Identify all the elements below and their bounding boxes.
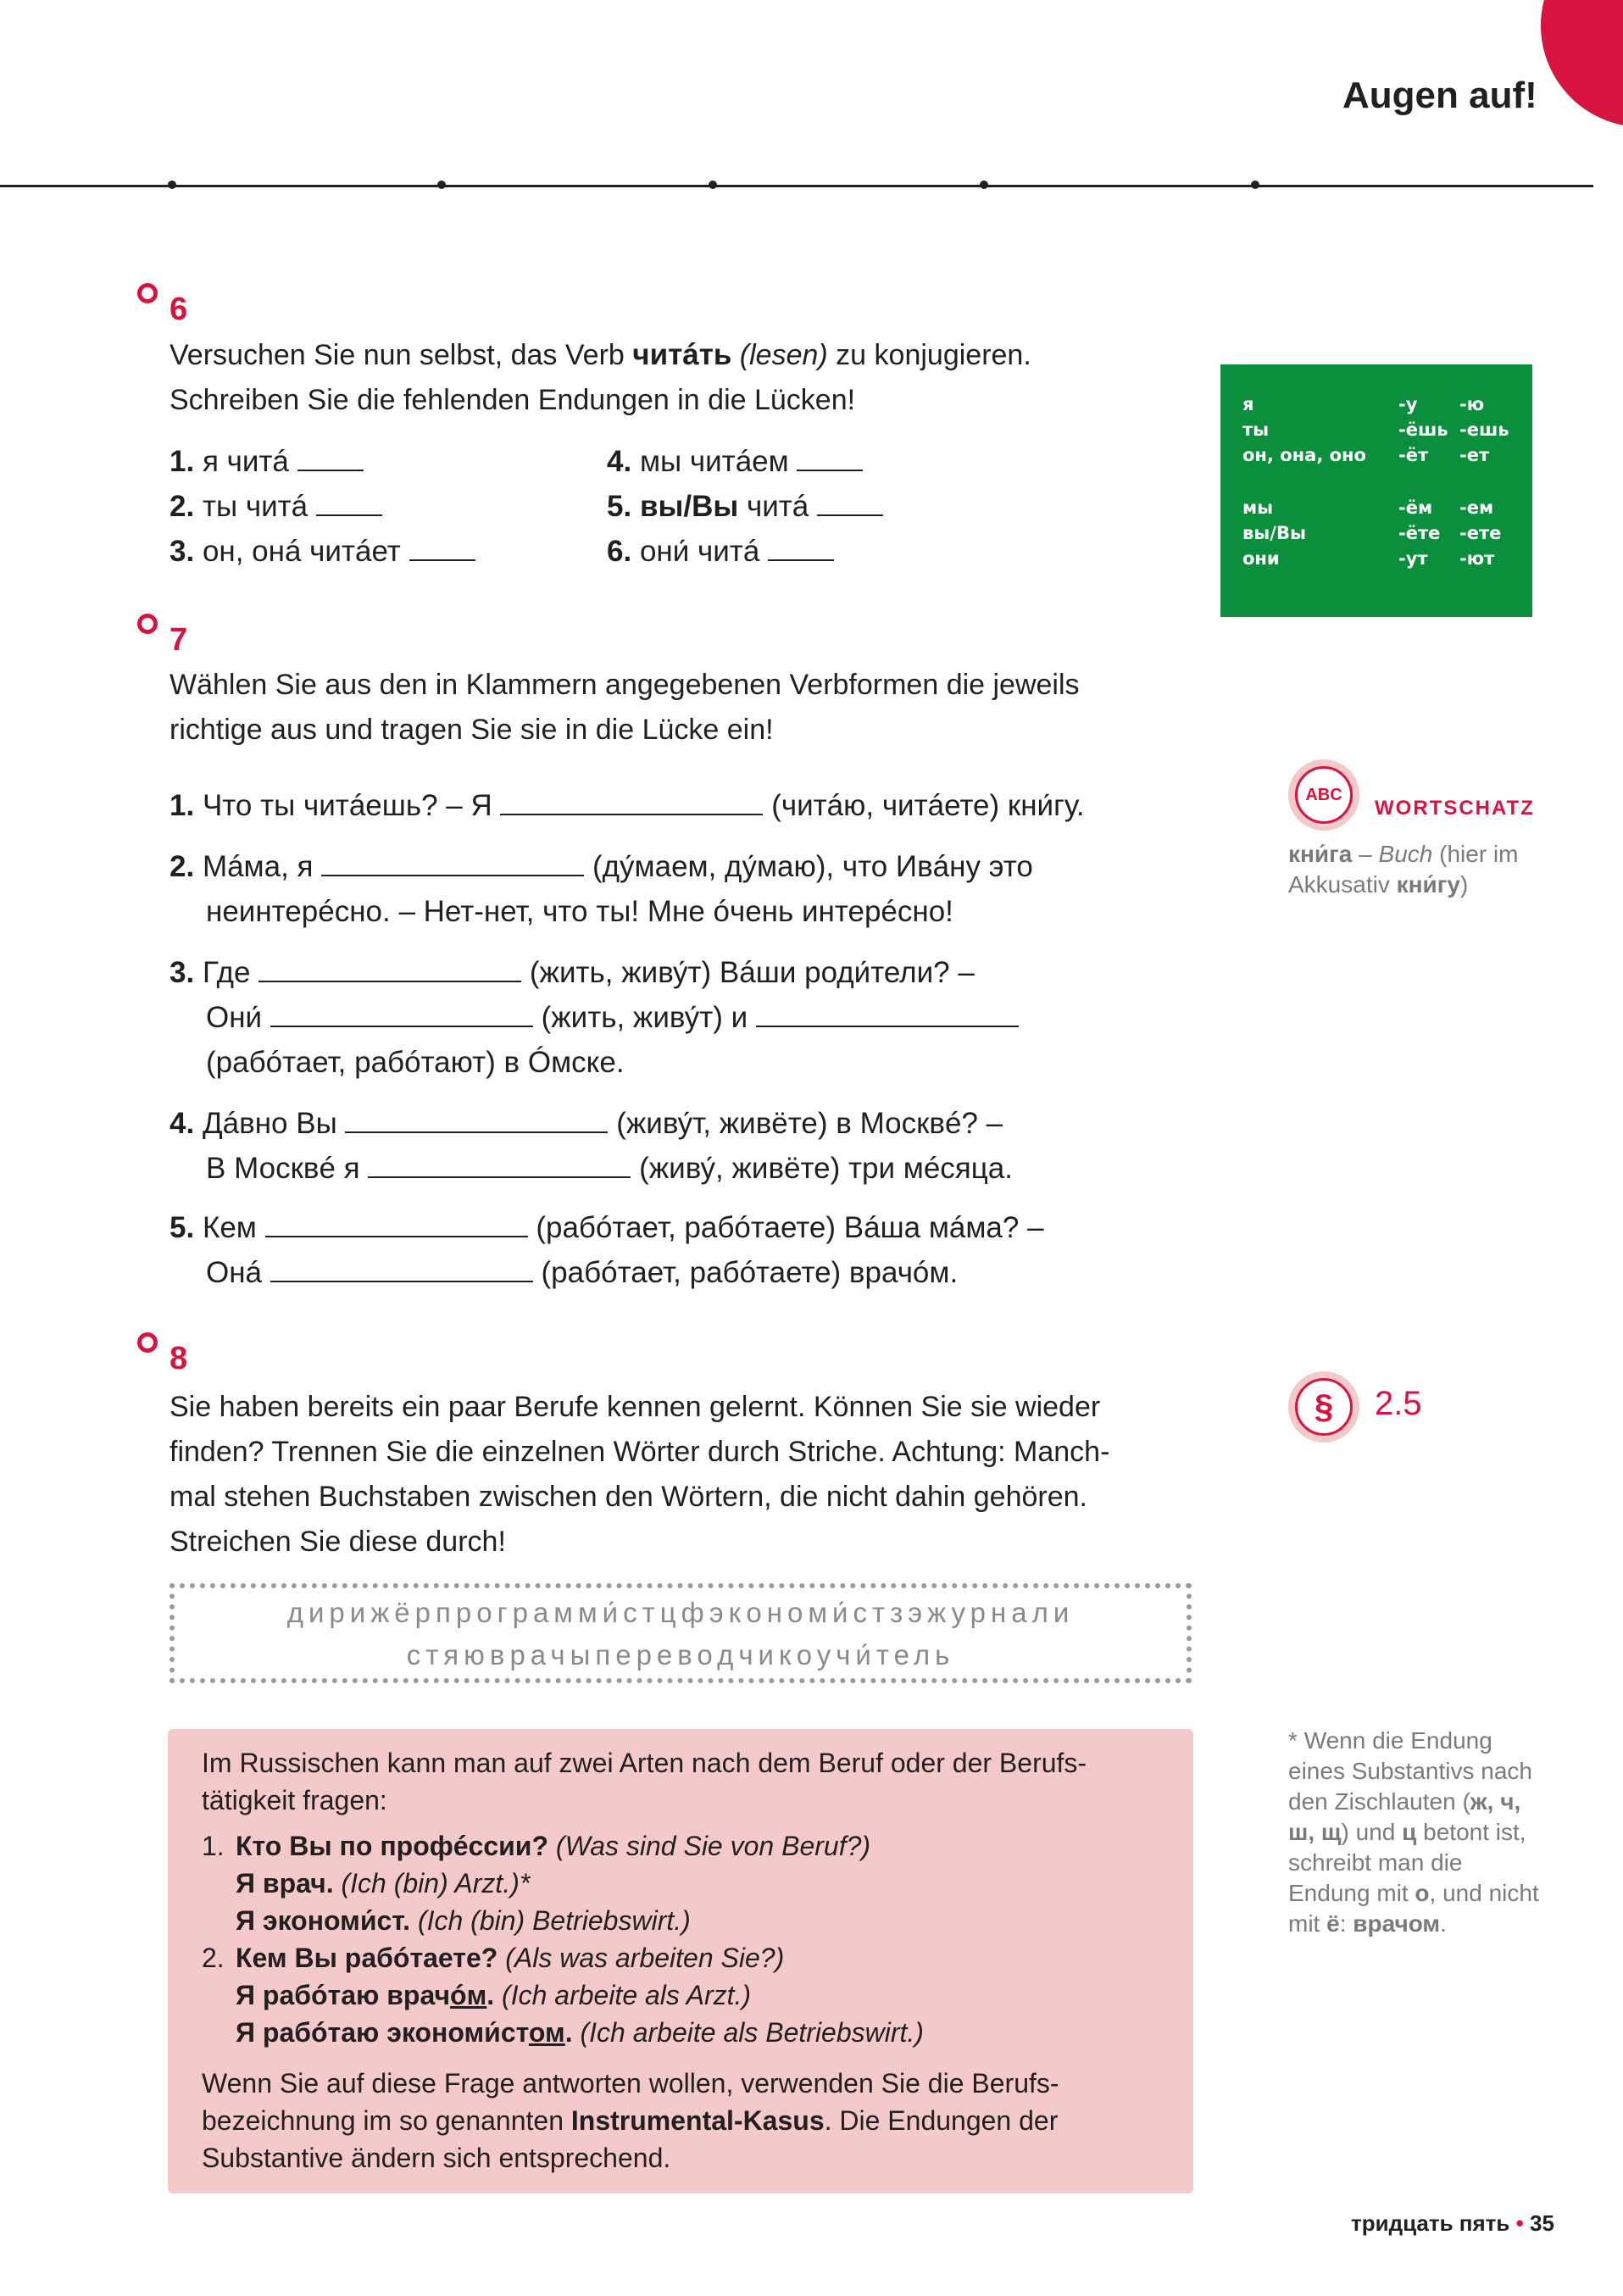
table-ending: -ёшь [1398,420,1448,440]
table-ending: -у [1398,394,1418,414]
info-text-part: bezeichnung im so genannten [202,2105,571,2136]
table-ending: -ете [1459,523,1502,543]
conjugation-item [170,484,382,529]
ending-underlined: óм [450,1980,487,2010]
info-question [236,1827,870,1865]
conjugation-item [170,529,475,574]
info-number: 2. [202,1943,225,1973]
footnote-russian: ц [1402,1819,1417,1845]
item-number: 5. [170,1211,195,1244]
table-ending: -ю [1459,394,1485,414]
exercise-sentence [170,1205,1044,1250]
page-number-words: тридцать пять [1351,2210,1510,2236]
footnote-russian: врачом [1353,1910,1441,1937]
vocab-dash: – [1352,841,1379,867]
vocab-note-text: ) [1459,871,1469,898]
rule-dot [980,181,988,189]
table-ending: -ёт [1398,445,1429,465]
item-number: 1. [170,445,195,478]
item-number: 2. [170,490,195,523]
sentence-text: Что ты читáешь? – Я [202,789,492,822]
item-text: читá [738,490,809,523]
exercise-7-instruction [170,663,1080,753]
page-title: Augen auf! [1342,75,1537,116]
sentence-text: В Москвé я [206,1152,360,1185]
footnote [1288,1726,1542,1939]
sentence-text: (жить, живу́т) и [541,1001,748,1034]
info-text [202,2102,1058,2139]
rule-dot [437,181,446,189]
footnote-text: ) und [1341,1819,1403,1845]
exercise-sentence [170,950,975,995]
instruction-text: Schreiben Sie die fehlenden Endungen in die Lücken! [170,384,856,416]
exercise-sentence [206,1250,958,1295]
info-answer [236,2014,924,2051]
info-answer [236,1902,691,1939]
answer-blank[interactable] [258,955,521,982]
russian-phrase: Я рабóтаю врач [236,1980,451,2010]
sentence-text: Где [202,956,251,989]
sentence-text: (рабóтает, рабóтают) в Óмске. [206,1046,625,1079]
vocab-word: кни́га [1288,841,1353,867]
item-number: 1. [170,789,195,822]
instruction-text: Sie haben bereits ein paar Berufe kennen gelernt. Können Sie sie wieder [170,1391,1101,1423]
footnote-text: , und nicht mit [1288,1880,1539,1937]
info-answer [236,1865,530,1902]
table-pronoun: ты [1242,420,1270,440]
sentence-text: Кем [202,1211,257,1244]
info-answer [236,1976,751,2014]
sentence-text: Онá [206,1256,263,1289]
instruction-text: mal stehen Buchstaben zwischen den Wörtern, die nicht dahin gehören. [170,1481,1087,1513]
exercise-marker-icon [137,614,158,634]
footnote-text: : [1339,1910,1353,1937]
sentence-text: (живу́т, живёте) в Москвé? – [616,1107,1003,1140]
table-ending: -ут [1398,548,1428,569]
item-text: ты читá [202,490,308,523]
punctuation: . [564,2017,573,2048]
translation: (Ich arbeite als Arzt.) [494,1980,752,2010]
instruction-translation: (lesen) [731,339,828,371]
sentence-text: (рабóтает, рабóтаете) Вáша мáма? – [536,1211,1044,1244]
vocabulary-heading: WORTSCHATZ [1375,797,1535,820]
footnote-russian: о [1415,1880,1430,1906]
answer-blank[interactable] [368,1151,631,1178]
table-pronoun: мы [1242,498,1274,518]
info-question [202,1827,225,1865]
sentence-text: (жить, живу́т) Вáши роди́тели? – [529,956,975,989]
exercise-sentence [170,1101,1003,1146]
instruction-text: Wählen Sie aus den in Klammern angegebenen Verbformen die jeweils [170,669,1080,701]
rule-dot [168,181,176,189]
sentence-text: Дáвно Вы [202,1107,337,1140]
instruction-text: richtige aus und tragen Sie sie in die Lücke ein! [170,714,774,746]
exercise-marker-icon [137,283,158,303]
page-number-digits: 35 [1529,2210,1554,2236]
footnote-russian: ё [1326,1910,1340,1937]
translation: (Ich (bin) Betriebswirt.) [410,1905,691,1936]
answer-blank[interactable] [500,788,763,815]
exercise-sentence [206,1146,1013,1191]
table-ending: -ем [1459,498,1494,518]
grammar-reference: 2.5 [1375,1385,1422,1422]
puzzle-line: дирижёрпрограмми́стцфэкономи́стзэжурнали [286,1597,1075,1628]
table-ending: -ет [1459,445,1490,465]
info-question [202,1939,225,1976]
puzzle-line: стяюврачыпереводчикоучи́тель [406,1639,955,1671]
item-text: я читá [202,445,289,478]
russian-phrase: Я экономи́ст. [236,1905,411,1936]
sentence-text: неинтерéсно. – Нет-нет, что ты! Мне óчень интерéсно! [206,895,953,928]
instruction-text: finden? Trennen Sie die einzelnen Wörter durch Striche. Achtung: Manch- [170,1436,1110,1468]
instruction-text: Versuchen Sie nun selbst, das Verb [170,339,633,371]
exercise-6-number: 6 [170,292,188,327]
table-ending: -ют [1459,548,1495,569]
footnote-russian: ж, ч, ш, щ [1288,1788,1521,1845]
translation: (Ich arbeite als Betriebswirt.) [572,2017,924,2048]
info-text-part: . Die Endungen der [824,2105,1059,2136]
exercise-sentence [170,844,1033,889]
vocab-translation: Buch [1378,841,1433,867]
info-term: Instrumental-Kasus [570,2105,825,2136]
conjugation-item [607,439,863,484]
answer-blank[interactable] [270,1255,533,1282]
conjugation-item [607,529,834,574]
translation: (Ich (bin) Arzt.)* [333,1868,531,1899]
ending-underlined: ом [528,2017,565,2048]
page-number [1351,2210,1554,2237]
info-number: 1. [202,1831,225,1861]
russian-phrase: Кем Вы рабóтаете? [236,1943,498,1973]
answer-blank[interactable] [409,534,475,561]
answer-blank[interactable] [297,444,364,471]
exercise-8-number: 8 [170,1341,188,1376]
info-text: Im Russischen kann man auf zwei Arten nach dem Beruf oder der Berufs- [202,1748,1087,1778]
vocabulary-icon-label: ABC [1295,766,1353,824]
answer-blank[interactable] [768,534,834,561]
conjugation-item [170,439,364,484]
exercise-sentence [170,783,1085,828]
translation: (Was sind Sie von Beruf?) [548,1831,871,1861]
russian-phrase: Кто Вы по профéссии? [236,1831,549,1861]
header-rule [0,185,1593,187]
russian-phrase: Я врач. [236,1868,334,1899]
exercise-sentence [206,995,1019,1040]
info-question [236,1939,784,1976]
info-text: Wenn Sie auf diese Frage antworten wollen, verwenden Sie die Berufs- [202,2068,1059,2099]
answer-blank[interactable] [756,1000,1019,1027]
table-pronoun: я [1242,394,1254,414]
item-number: 3. [170,956,195,989]
vocab-note-text: (hier im Akkusativ [1288,841,1519,898]
item-number: 2. [170,850,195,883]
sentence-text: Они́ [206,1001,263,1034]
sentence-text: (ду́маем, ду́маю), что Ивáну это [592,850,1033,883]
vocabulary-icon [1288,759,1359,831]
table-pronoun: вы/Вы [1242,523,1306,543]
item-text: он, онá читáет [202,535,401,568]
answer-blank[interactable] [316,489,382,516]
info-text: tätigkeit fragen: [202,1785,387,1815]
answer-blank[interactable] [265,1210,528,1237]
info-box [168,1729,1193,2193]
exercise-8-instruction [170,1385,1109,1565]
conjugation-item [607,484,883,529]
item-number: 4. [170,1107,195,1140]
item-pronoun: вы/Вы [639,490,739,523]
footnote-text: . [1440,1910,1447,1937]
rule-dot [709,181,717,189]
answer-blank[interactable] [321,849,584,876]
paragraph-icon [1288,1371,1359,1443]
footnote-star: * [1288,1727,1298,1754]
page-number-bullet: • [1515,2210,1524,2236]
item-number: 3. [170,535,195,568]
item-number: 5. [607,490,632,523]
table-ending: -ешь [1459,420,1509,440]
translation: (Als was arbeiten Sie?) [497,1943,785,1973]
exercise-7-number: 7 [170,622,188,658]
answer-blank[interactable] [817,489,883,516]
russian-phrase: Я рабóтаю экономи́ст [236,2017,529,2048]
endings-table [1220,364,1532,617]
footnote-text: betont ist, schreibt man die Endung mit [1288,1819,1526,1906]
rule-dot [1251,181,1259,189]
word-puzzle [170,1583,1192,1683]
footnote-text: Wenn die Endung eines Substantivs nach den Zischlauten ( [1288,1727,1532,1815]
instruction-verb: читáть [632,338,732,371]
paragraph-symbol: § [1295,1378,1353,1436]
vocab-accusative: кни́гу [1396,871,1460,898]
table-pronoun: он, она, оно [1242,445,1366,465]
sentence-text: (живу́, живёте) три мéсяца. [639,1152,1013,1185]
sentence-text: (рабóтает, рабóтаете) врачóм. [541,1256,959,1289]
instruction-text: Streichen Sie diese durch! [170,1526,506,1558]
table-pronoun: они [1242,548,1280,569]
sentence-text: Мáма, я [202,850,314,883]
info-text: Substantive ändern sich entsprechend. [202,2143,671,2173]
table-ending: -ёте [1398,523,1441,543]
item-text: они́ читá [639,535,760,568]
vocabulary-note [1288,839,1534,900]
answer-blank[interactable] [797,444,863,471]
exercise-marker-icon [137,1332,158,1353]
table-ending: -ём [1398,498,1433,518]
exercise-6-instruction [170,332,1031,423]
corner-decoration [1541,0,1623,127]
item-number: 6. [607,535,632,568]
sentence-text: (читáю, читáете) кни́гу. [771,789,1085,822]
item-number: 4. [607,445,632,478]
item-text: мы читáем [639,445,789,478]
instruction-text: zu konjugieren. [827,339,1031,371]
punctuation: . [486,1980,495,2010]
answer-blank[interactable] [345,1106,608,1133]
answer-blank[interactable] [270,1000,533,1027]
